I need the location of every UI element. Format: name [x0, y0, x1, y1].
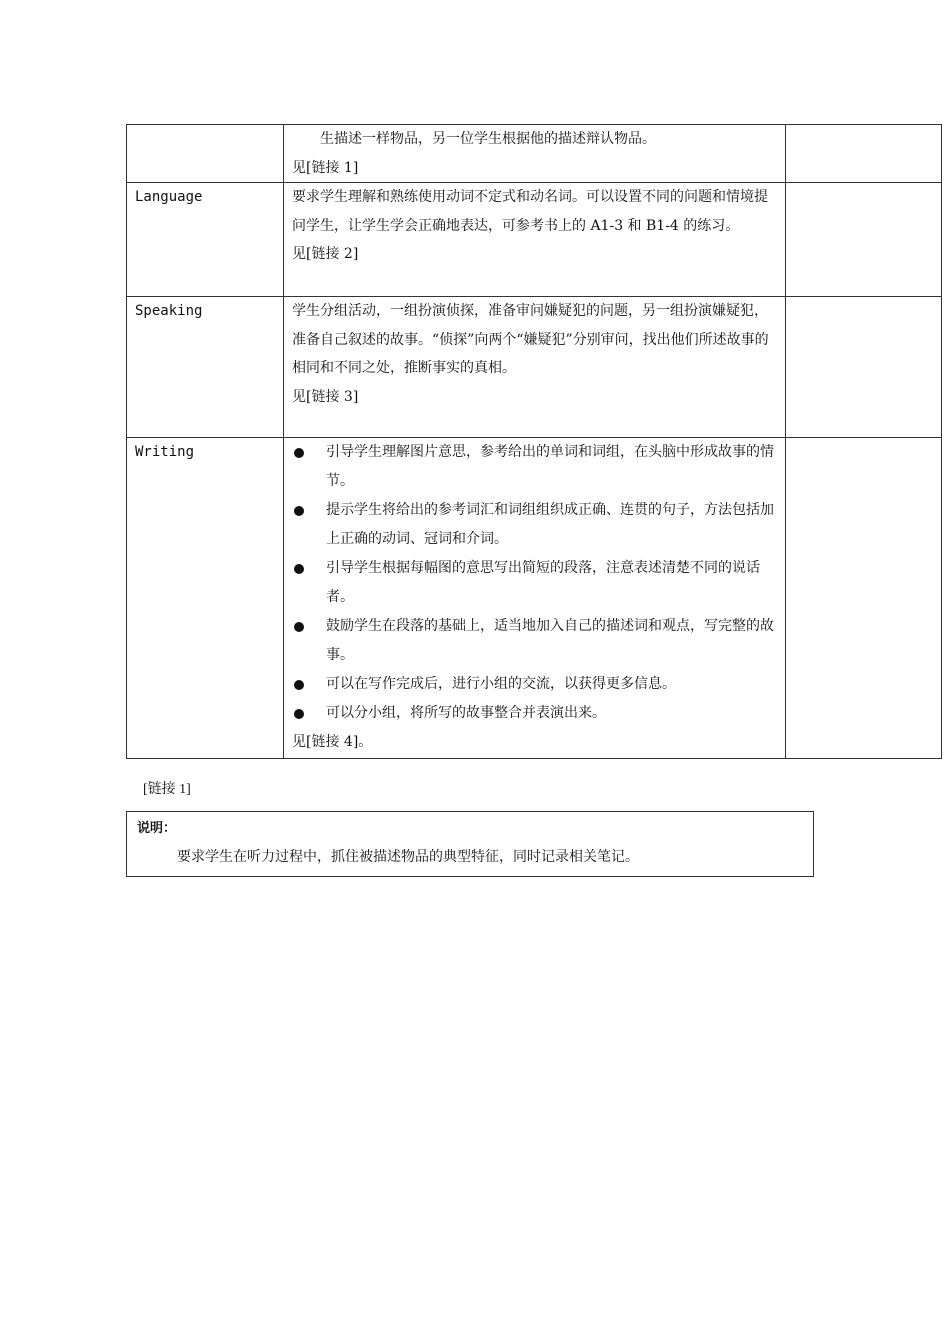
list-item: 引导学生根据每幅图的意思写出简短的段落，注意表述清楚不同的说话者。: [292, 554, 777, 612]
row-link: 见[链接 1]: [292, 159, 359, 176]
list-item: 引导学生理解图片意思，参考给出的单词和词组，在头脑中形成故事的情节。: [292, 438, 777, 496]
note-heading: 说明：: [137, 821, 177, 836]
table-row: [127, 125, 942, 183]
bullet-icon: [294, 622, 304, 632]
bullet-icon: [294, 680, 304, 690]
writing-bullet-list: [292, 438, 777, 728]
bullet-icon: [294, 709, 304, 719]
row-notes-cell: [786, 297, 942, 438]
bullet-icon: [294, 564, 304, 574]
bullet-icon: [294, 448, 304, 458]
row-content: [284, 125, 786, 183]
note-body: 要求学生在听力过程中，抓住被描述物品的典型特征，同时记录相关笔记。: [177, 849, 639, 865]
lesson-plan-table: [126, 124, 942, 759]
bullet-icon: [294, 506, 304, 516]
row-label: Writing: [127, 438, 284, 759]
table-row: [127, 183, 942, 297]
row-content: [284, 438, 786, 759]
row-label: Language: [127, 183, 284, 297]
row-content: [284, 183, 786, 297]
row-label: [127, 125, 284, 183]
row-link: 见[链接 2]: [292, 246, 359, 262]
row-link: 见[链接 4]。: [292, 734, 373, 750]
link-1-label: [链接 1]: [143, 782, 191, 797]
list-item: 可以分小组，将所写的故事整合并表演出来。: [292, 699, 777, 728]
row-text: 要求学生理解和熟练使用动词不定式和动名词。可以设置不同的问题和情境提问学生，让学生学会正确地表达，可参考书上的 A1-3 和 B1-4 的练习。: [292, 189, 768, 234]
row-text: 生描述一样物品，另一位学生根据他的描述辩认物品。: [320, 131, 656, 147]
table-row: [127, 438, 942, 759]
table-row: [127, 297, 942, 438]
row-content: [284, 297, 786, 438]
row-notes-cell: [786, 125, 942, 183]
row-label: Speaking: [127, 297, 284, 438]
list-item: 鼓励学生在段落的基础上，适当地加入自己的描述词和观点，写完整的故事。: [292, 612, 777, 670]
list-item: 可以在写作完成后，进行小组的交流，以获得更多信息。: [292, 670, 777, 699]
row-link: 见[链接 3]: [292, 388, 359, 405]
list-item: 提示学生将给出的参考词汇和词组组织成正确、连贯的句子，方法包括加上正确的动词、冠词和介词。: [292, 496, 777, 554]
row-notes-cell: [786, 438, 942, 759]
note-box: [126, 811, 814, 877]
row-text: 学生分组活动，一组扮演侦探，准备审问嫌疑犯的问题，另一组扮演嫌疑犯，准备自己叙述的故事。“侦探”向两个“嫌疑犯”分别审问，找出他们所述故事的相同和不同之处，推断事实的真相。: [292, 303, 769, 376]
row-notes-cell: [786, 183, 942, 297]
